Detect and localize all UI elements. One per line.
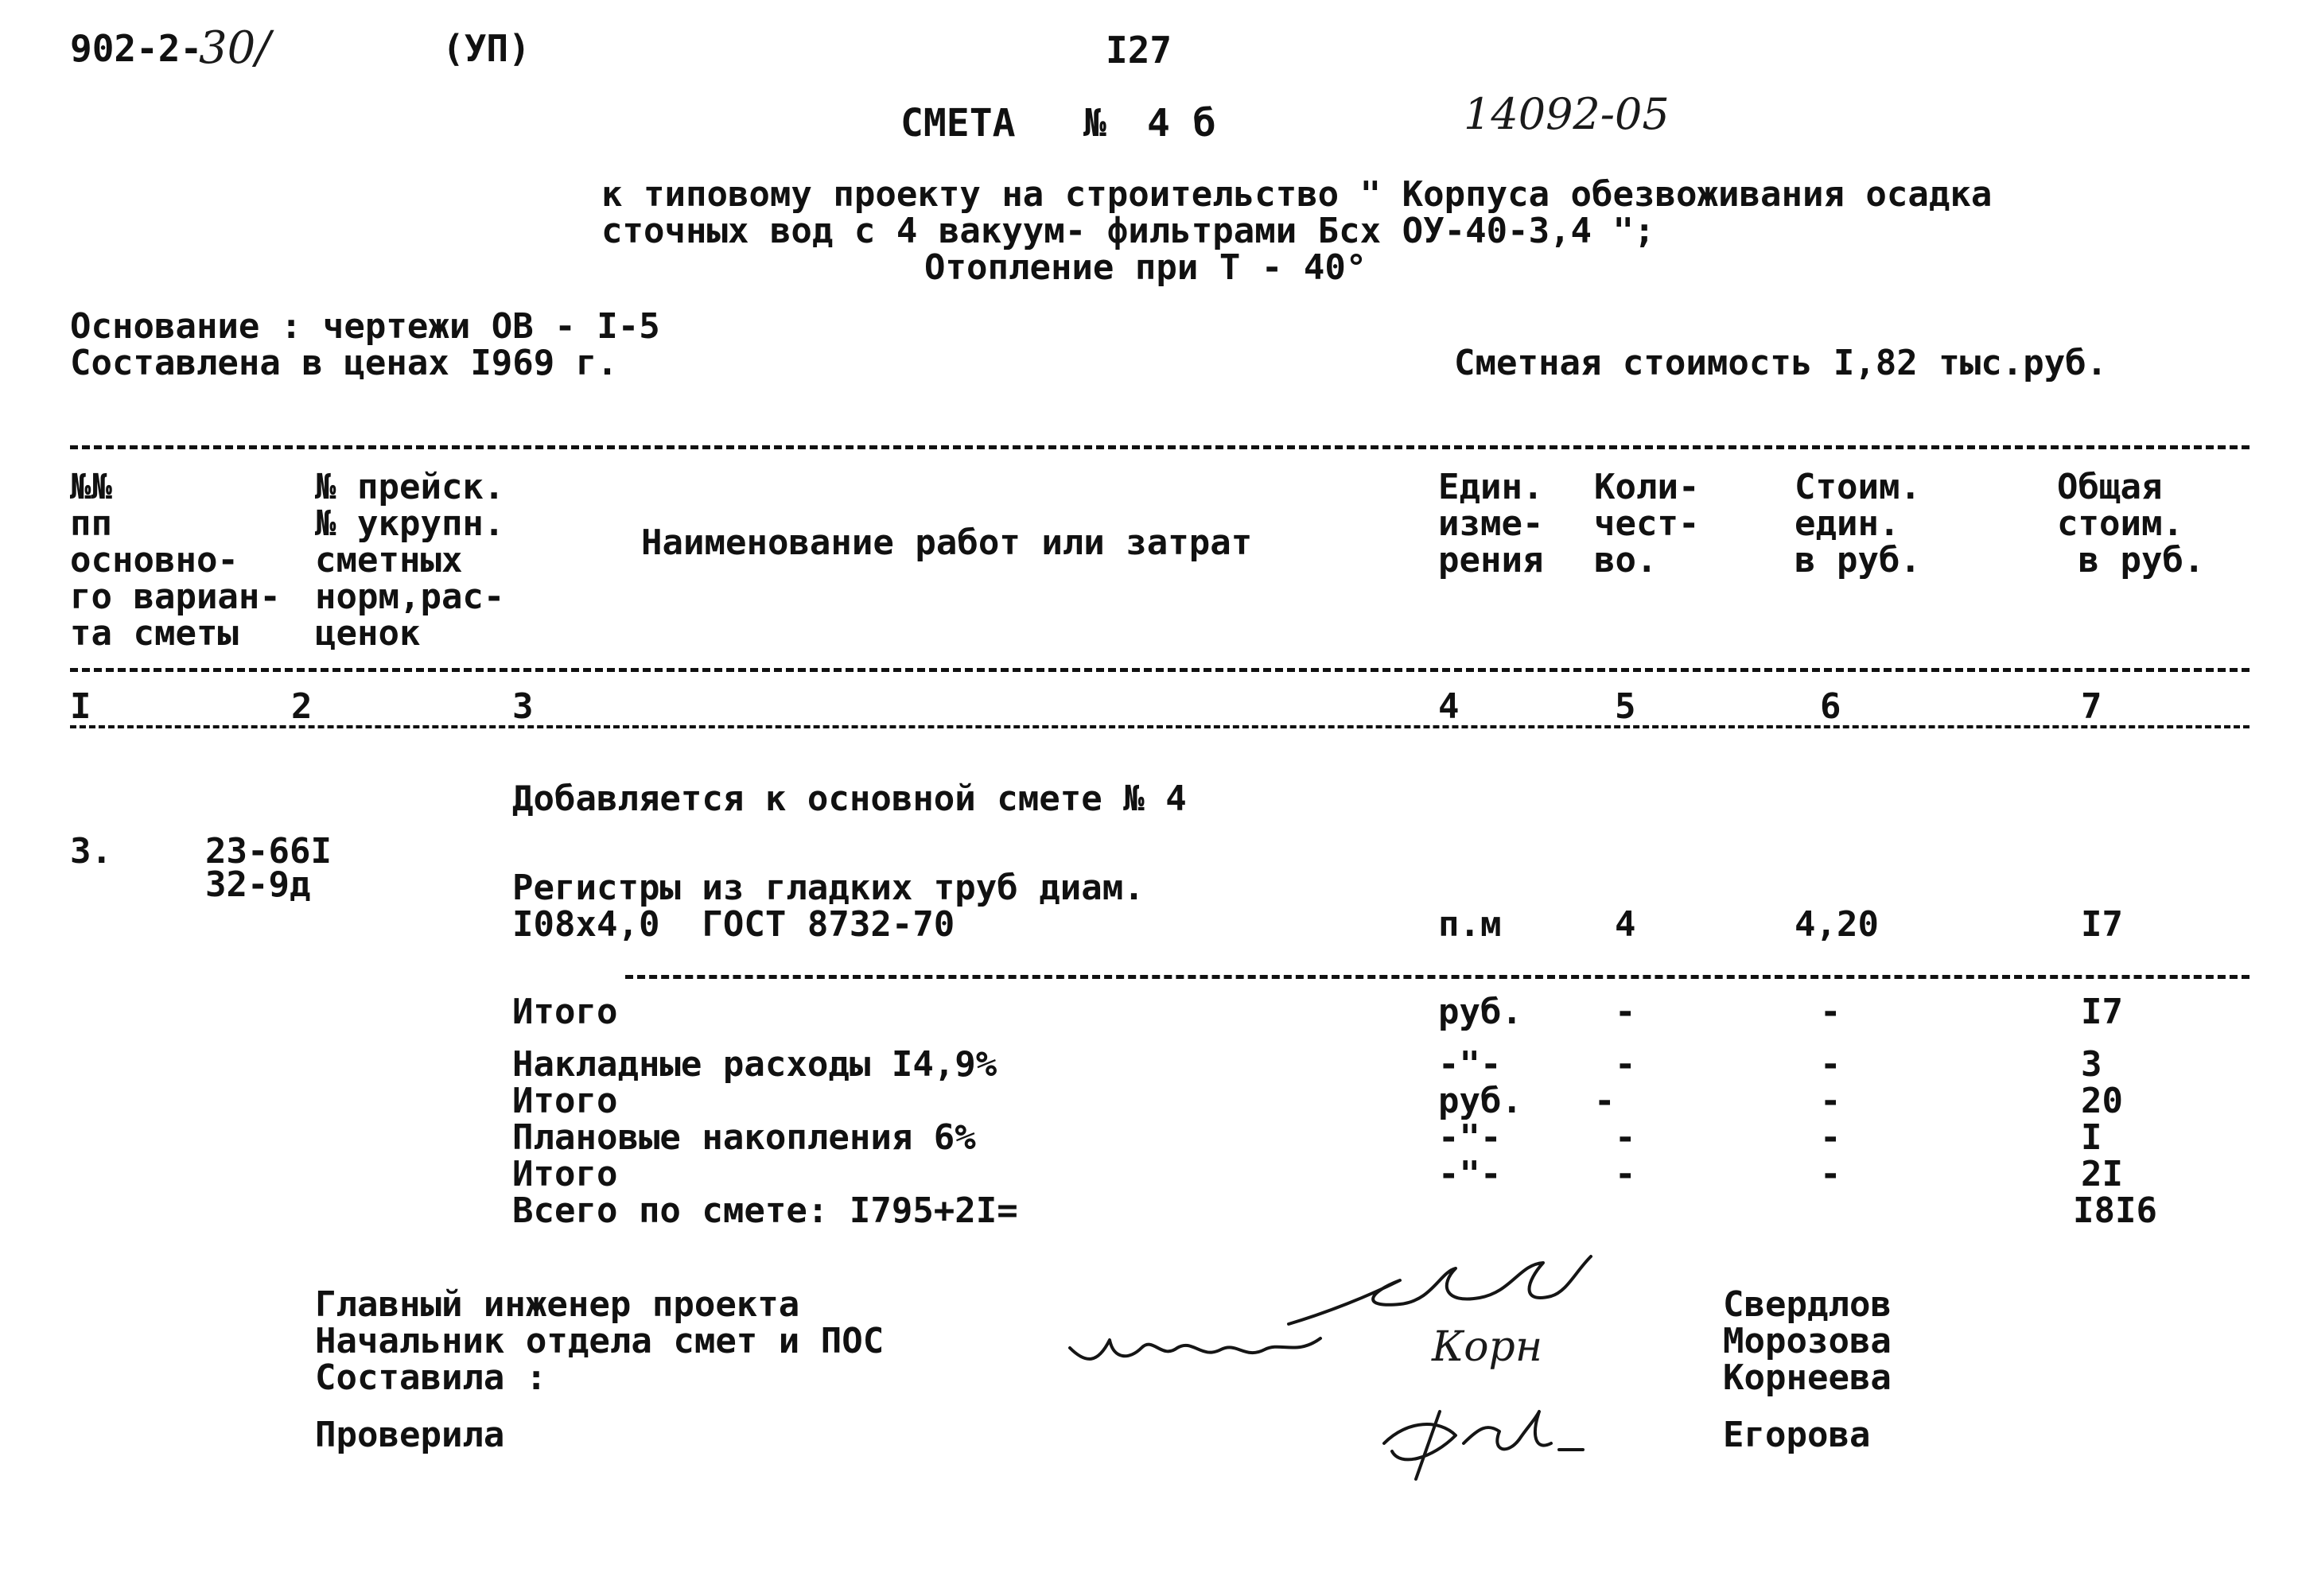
column-header-norm-code <box>315 469 504 652</box>
column-header-line: №№ <box>70 467 112 507</box>
item-code-1: 23-66I <box>205 831 332 872</box>
column-header-work-name: Наименование работ или затрат <box>641 522 1253 563</box>
column-header-line: изме- <box>1438 503 1544 544</box>
section-note: Добавляется к основной смете № 4 <box>512 779 1187 819</box>
summary-unit: руб. <box>1438 992 1522 1032</box>
summary-qty: - <box>1615 1154 1636 1194</box>
item-number: 3. <box>70 831 112 872</box>
series-number-handwritten: 30/ <box>199 22 271 74</box>
column-header-number <box>70 469 281 652</box>
series-code: 902-2- <box>70 27 203 70</box>
title-number-mark: № <box>1083 101 1106 146</box>
item-unit: п.м <box>1438 904 1502 945</box>
estimated-cost: Сметная стоимость I,82 тыс.руб. <box>1454 343 2108 383</box>
grand-total-value: I8I6 <box>2073 1190 2157 1231</box>
column-header-line: рения <box>1438 540 1544 581</box>
summary-name: Плановые накопления 6% <box>512 1117 976 1158</box>
basis-prices: Составлена в ценах I969 г. <box>70 343 618 383</box>
column-numbers-rule <box>70 725 2250 728</box>
grand-total-label: Всего по смете: I795+2I= <box>512 1190 1018 1231</box>
summary-rule <box>625 975 2250 979</box>
summary-total: I7 <box>2081 992 2123 1032</box>
title-number: 4 б <box>1147 101 1216 146</box>
signature-role-checker: Проверила <box>315 1415 505 1455</box>
summary-cost: - <box>1820 992 1841 1032</box>
summary-qty: - <box>1615 992 1636 1032</box>
summary-unit: -"- <box>1438 1117 1502 1158</box>
item-quantity: 4 <box>1615 904 1636 945</box>
column-header-line: един. <box>1795 503 1900 544</box>
column-header-line: ценок <box>315 613 421 654</box>
summary-cost: - <box>1820 1154 1841 1194</box>
signature-role-head-of-department: Начальник отдела смет и ПОС <box>315 1321 885 1361</box>
column-number-2: 2 <box>291 686 313 727</box>
signature-checker <box>1368 1396 1591 1483</box>
column-header-line: Общая <box>2057 467 2163 507</box>
document-title: СМЕТА <box>900 101 1016 146</box>
column-header-line: Един. <box>1438 467 1544 507</box>
summary-qty: - <box>1594 1081 1616 1121</box>
column-header-line: та сметы <box>70 613 239 654</box>
column-number-4: 4 <box>1438 686 1460 727</box>
column-header-line: норм,рас- <box>315 577 505 617</box>
column-header-unit-cost <box>1795 469 1921 579</box>
column-number-6: 6 <box>1820 686 1841 727</box>
column-number-1: I <box>70 686 91 727</box>
signature-name-checker: Егорова <box>1723 1415 1871 1455</box>
column-header-total-cost <box>2057 469 2204 579</box>
column-header-line: стоим. <box>2057 503 2183 544</box>
column-number-3: 3 <box>512 686 534 727</box>
summary-unit: руб. <box>1438 1081 1522 1121</box>
summary-qty: - <box>1615 1117 1636 1158</box>
subtitle-line-1: к типовому проекту на строительство " Корпуса обезвоживания осадка <box>601 174 1993 215</box>
column-header-line: Стоим. <box>1795 467 1921 507</box>
summary-qty: - <box>1615 1044 1636 1085</box>
item-unit-cost: 4,20 <box>1795 904 1879 945</box>
column-header-line: во. <box>1594 540 1658 581</box>
column-header-line: № прейск. <box>315 467 505 507</box>
summary-total: 3 <box>2081 1044 2102 1085</box>
column-header-line: в руб. <box>1795 540 1921 581</box>
signature-role-chief-engineer: Главный инженер проекта <box>315 1284 800 1325</box>
column-header-line: сметных <box>315 540 463 581</box>
summary-cost: - <box>1820 1044 1841 1085</box>
item-name-line-1: Регистры из гладких труб диам. <box>512 868 1145 908</box>
signature-name-compiler: Корнеева <box>1723 1357 1892 1398</box>
summary-name: Итого <box>512 1154 618 1194</box>
part-label: (УП) <box>442 27 531 70</box>
summary-name: Накладные расходы I4,9% <box>512 1044 997 1085</box>
column-header-line: основно- <box>70 540 239 581</box>
summary-name: Итого <box>512 1081 618 1121</box>
column-header-line: Коли- <box>1594 467 1700 507</box>
summary-unit: -"- <box>1438 1154 1502 1194</box>
signature-role-compiler: Составила : <box>315 1357 547 1398</box>
table-header-rule <box>70 668 2250 672</box>
summary-unit: -"- <box>1438 1044 1502 1085</box>
item-code-2: 32-9д <box>205 864 311 905</box>
subtitle-line-3: Отопление при Т - 40° <box>924 247 1367 288</box>
page-number: I27 <box>1106 29 1172 72</box>
summary-cost: - <box>1820 1117 1841 1158</box>
column-header-line: пп <box>70 503 112 544</box>
summary-total: 2I <box>2081 1154 2123 1194</box>
item-total: I7 <box>2081 904 2123 945</box>
summary-cost: - <box>1820 1081 1841 1121</box>
signature-head-of-department <box>1066 1316 1328 1384</box>
column-header-quantity <box>1594 469 1699 579</box>
column-number-7: 7 <box>2081 686 2102 727</box>
table-top-rule <box>70 445 2250 449</box>
signature-name-chief-engineer: Свердлов <box>1723 1284 1892 1325</box>
summary-total: I <box>2081 1117 2102 1158</box>
column-header-unit <box>1438 469 1543 579</box>
registration-number-handwritten: 14092-05 <box>1464 89 1670 139</box>
column-number-5: 5 <box>1615 686 1636 727</box>
summary-name: Итого <box>512 992 618 1032</box>
basis-drawings: Основание : чертежи ОВ - I-5 <box>70 306 660 347</box>
column-header-line: го вариан- <box>70 577 281 617</box>
column-header-line: чест- <box>1594 503 1700 544</box>
summary-total: 20 <box>2081 1081 2123 1121</box>
signature-name-head-of-department: Морозова <box>1723 1321 1892 1361</box>
column-header-line: в руб. <box>2057 540 2205 581</box>
subtitle-line-2: сточных вод с 4 вакуум- фильтрами Бсх ОУ-40-3,4 "; <box>601 211 1655 251</box>
signature-compiler: Корн <box>1432 1323 1543 1371</box>
column-header-line: № укрупн. <box>315 503 505 544</box>
item-name-line-2: I08x4,0 ГОСТ 8732-70 <box>512 904 955 945</box>
